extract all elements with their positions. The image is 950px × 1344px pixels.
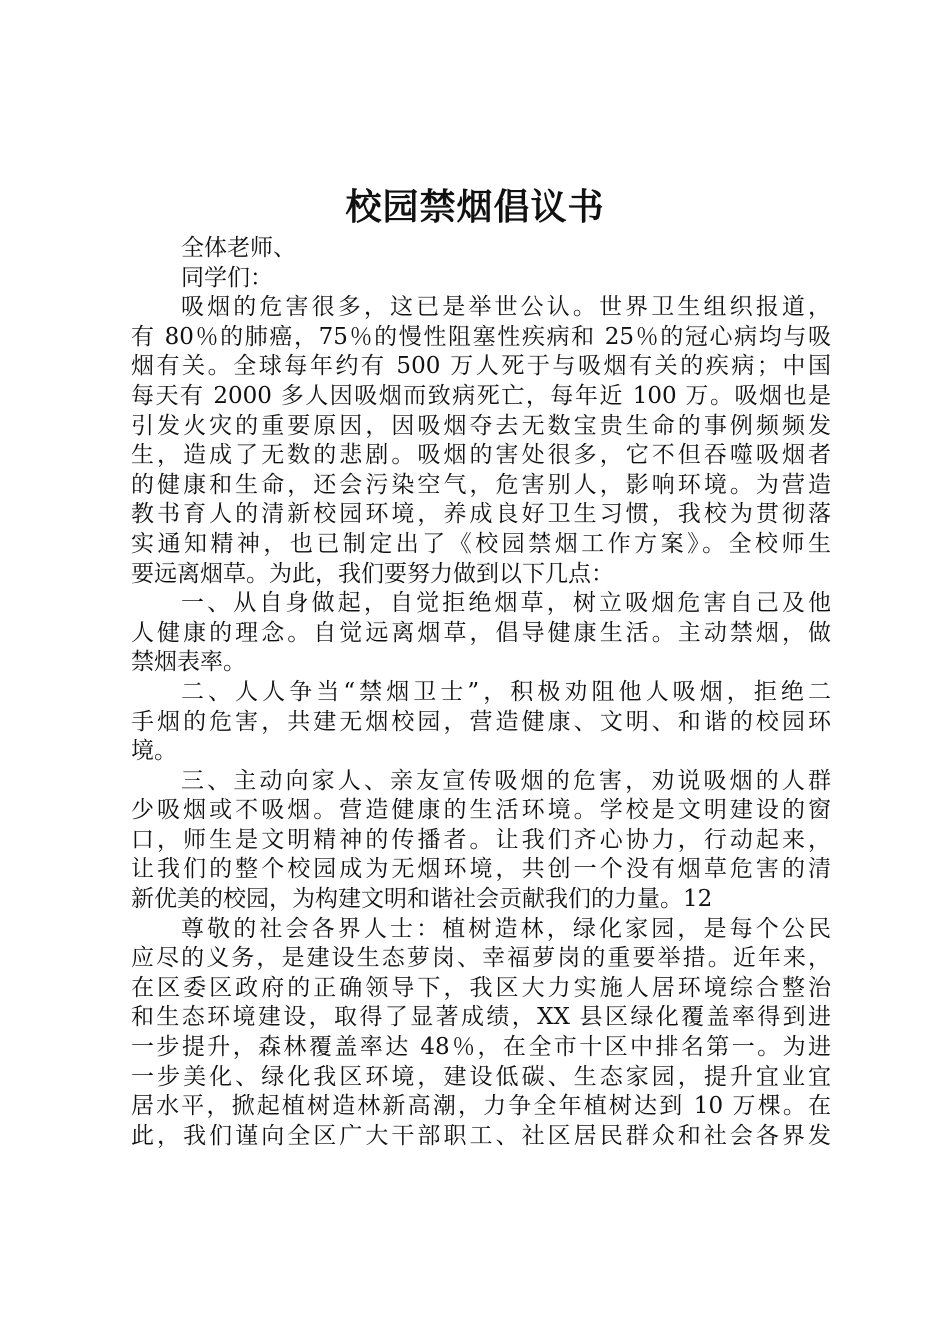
text-line: 一步美化、绿化我区环境，建设低碳、生态家园，提升宜业宜 [131, 1063, 831, 1090]
text-line: 烟有关。全球每年约有 500 万人死于与吸烟有关的疾病；中国 [131, 353, 831, 380]
text-line: 少吸烟或不吸烟。营造健康的生活环境。学校是文明建设的窗 [131, 797, 831, 824]
text-line: 居水平，掀起植树造林新高潮，力争全年植树达到 10 万棵。在 [131, 1093, 831, 1120]
text-line: 尊敬的社会各界人士：植树造林，绿化家园，是每个公民 [181, 915, 831, 942]
text-line: 应尽的义务，是建设生态萝岗、幸福萝岗的重要举措。近年来， [131, 945, 831, 972]
text-line: 一、从自身做起，自觉拒绝烟草，树立吸烟危害自己及他 [181, 590, 831, 617]
text-line: 新优美的校园，为构建文明和谐社会贡献我们的力量。12 [131, 886, 713, 913]
text-line: 在区委区政府的正确领导下，我区大力实施人居环境综合整治 [131, 974, 831, 1001]
text-line: 和生态环境建设，取得了显著成绩，XX 县区绿化覆盖率得到进 [131, 1004, 831, 1031]
text-line: 境。 [131, 738, 177, 765]
text-line: 禁烟表率。 [131, 649, 246, 676]
text-line: 一步提升，森林覆盖率达 48％，在全市十区中排名第一。为进 [131, 1034, 831, 1061]
text-line: 二、人人争当“禁烟卫士”，积极劝阻他人吸烟，拒绝二 [181, 678, 831, 705]
document-title: 校园禁烟倡议书 [345, 187, 605, 228]
text-line: 手烟的危害，共建无烟校园，营造健康、文明、和谐的校园环 [131, 708, 831, 735]
text-line: 引发火灾的重要原因，因吸烟夺去无数宝贵生命的事例频频发 [131, 412, 831, 439]
text-line: 要远离烟草。为此，我们要努力做到以下几点： [131, 560, 614, 587]
text-line: 教书育人的清新校园环境，养成良好卫生习惯，我校为贯彻落 [131, 501, 831, 528]
text-line: 实通知精神，也已制定出了《校园禁烟工作方案》。全校师生 [131, 530, 831, 557]
document-body [131, 234, 831, 1151]
text-line: 的健康和生命，还会污染空气，危害别人，影响环境。为营造 [131, 471, 831, 498]
text-line: 此，我们谨向全区广大干部职工、社区居民群众和社会各界发 [131, 1122, 831, 1149]
text-line: 三、主动向家人、亲友宣传吸烟的危害，劝说吸烟的人群 [181, 767, 831, 794]
text-line: 口，师生是文明精神的传播者。让我们齐心协力，行动起来， [131, 826, 831, 853]
text-line: 有 80％的肺癌，75％的慢性阻塞性疾病和 25％的冠心病均与吸 [131, 323, 831, 350]
text-line: 同学们： [181, 264, 273, 291]
text-line: 人健康的理念。自觉远离烟草，倡导健康生活。主动禁烟，做 [131, 619, 831, 646]
text-line: 生，造成了无数的悲剧。吸烟的害处很多，它不但吞噬吸烟者 [131, 442, 831, 469]
text-line: 全体老师、 [181, 235, 296, 261]
text-line: 每天有 2000 多人因吸烟而致病死亡，每年近 100 万。吸烟也是 [131, 382, 831, 409]
text-line: 让我们的整个校园成为无烟环境，共创一个没有烟草危害的清 [131, 856, 831, 883]
text-line: 吸烟的危害很多，这已是举世公认。世界卫生组织报道， [181, 294, 831, 321]
